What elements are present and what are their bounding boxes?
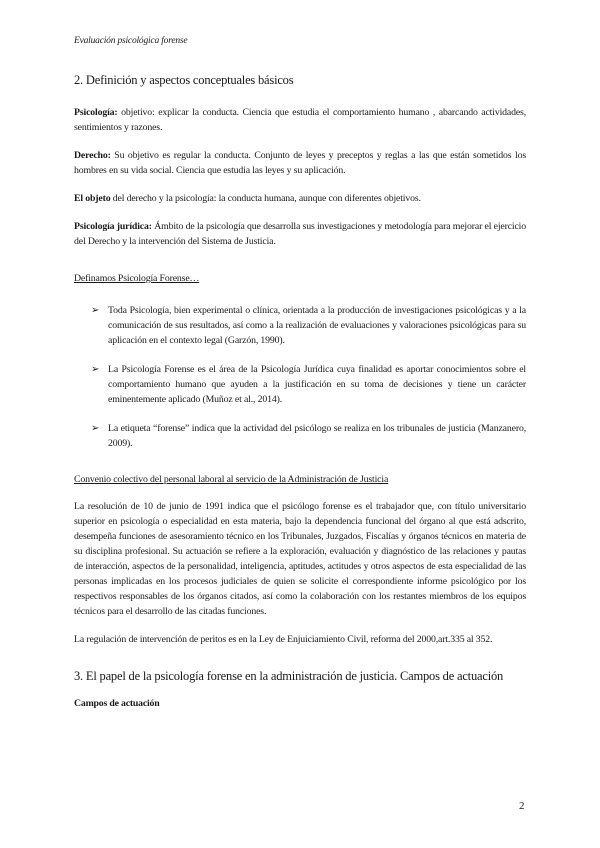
bullet-text: Toda Psicología, bien experimental o clínica, orientada a la producción de investigaciones psicológicas y a la comunicación de sus resultados, así como a la realización de evaluaciones y valoraciones psicológicas para su aplicación en el contexto legal (Garzón, 1990). bbox=[108, 305, 526, 346]
definition-psicologia-juridica bbox=[74, 219, 526, 249]
list-item bbox=[75, 421, 526, 451]
forense-bullet-list bbox=[74, 303, 526, 451]
forense-heading: Definamos Psicología Forense… bbox=[74, 273, 200, 284]
arrow-bullet-icon: ➢ bbox=[91, 364, 100, 375]
list-item bbox=[75, 303, 526, 348]
bullet-text: La Psicología Forense es el área de la Psicología Jurídica cuya finalidad es aportar conocimientos sobre el comportamiento humano que ayuden a la justificación en su toma de decisiones y tiene un carácter eminentemente aplicado (Muñoz et al., 2014). bbox=[108, 364, 526, 405]
definition-term: Psicología jurídica: bbox=[74, 221, 152, 232]
campos-subheading: Campos de actuación bbox=[74, 698, 160, 709]
definition-text: objetivo: explicar la conducta. Ciencia que estudia el comportamiento humano , abarcando actividades, sentimientos y razones. bbox=[74, 107, 526, 133]
definition-derecho bbox=[74, 148, 526, 178]
convenio-paragraph: La resolución de 10 de junio de 1991 indica que el psicólogo forense es el trabajador que, con título universitario superior en psicología o especialidad en esta materia, bajo la dependencia funcional del órgano al que está adscrito, desempeña funciones de asesoramiento técnico en los Tribunales, Juzgados, Fiscalías y órganos técnicos en materia de su disciplina profesional. Su actuación se refiere a la exploración, evaluación y diagnóstico de las relaciones y pautas de interacción, aspectos de la personalidad, inteligencia, aptitudes, actitudes y otros aspectos de esta especialidad de las personas implicadas en los procesos judiciales de quien se solicite el correspondiente informe psicológico por los respectivos responsables de los órganos citados, así como la colaboración con los restantes miembros de los equipos técnicos para el desarrollo de las citadas funciones. bbox=[74, 501, 526, 617]
definition-text: del derecho y la psicología: la conducta humana, aunque con diferentes objetivos. bbox=[110, 193, 421, 204]
definition-term: Psicología: bbox=[74, 107, 118, 118]
definition-text: Su objetivo es regular la conducta. Conjunto de leyes y preceptos y reglas a las que están sometidos los hombres en su vida social. Ciencia que estudia las leyes y su aplicación. bbox=[74, 150, 526, 176]
section-title-papel: 3. El papel de la psicología forense en la administración de justicia. Campos de actuación bbox=[74, 669, 504, 683]
page-number: 2 bbox=[519, 800, 525, 812]
arrow-bullet-icon: ➢ bbox=[91, 423, 100, 434]
bullet-text: La etiqueta “forense” indica que la actividad del psicólogo se realiza en los tribunales de justicia (Manzanero, 2009). bbox=[108, 423, 526, 449]
definition-text: Ámbito de la psicología que desarrolla sus investigaciones y metodología para mejorar el ejercicio del Derecho y la intervención del Sistema de Justicia. bbox=[74, 221, 526, 247]
running-header: Evaluación psicológica forense bbox=[74, 36, 188, 46]
list-item bbox=[75, 362, 526, 407]
definition-psicologia bbox=[74, 105, 526, 135]
section-title-definitions: 2. Definición y aspectos conceptuales básicos bbox=[74, 73, 294, 87]
peritos-paragraph: La regulación de intervención de peritos es en la Ley de Enjuiciamiento Civil, reforma del 2000,art.335 al 352. bbox=[74, 634, 493, 645]
definition-term: El objeto bbox=[74, 193, 111, 204]
definition-term: Derecho: bbox=[74, 150, 111, 161]
arrow-bullet-icon: ➢ bbox=[91, 305, 100, 316]
page-content bbox=[74, 73, 526, 709]
convenio-heading: Convenio colectivo del personal laboral al servicio de la Administración de Justicia bbox=[74, 474, 389, 485]
definition-objeto bbox=[74, 191, 526, 206]
